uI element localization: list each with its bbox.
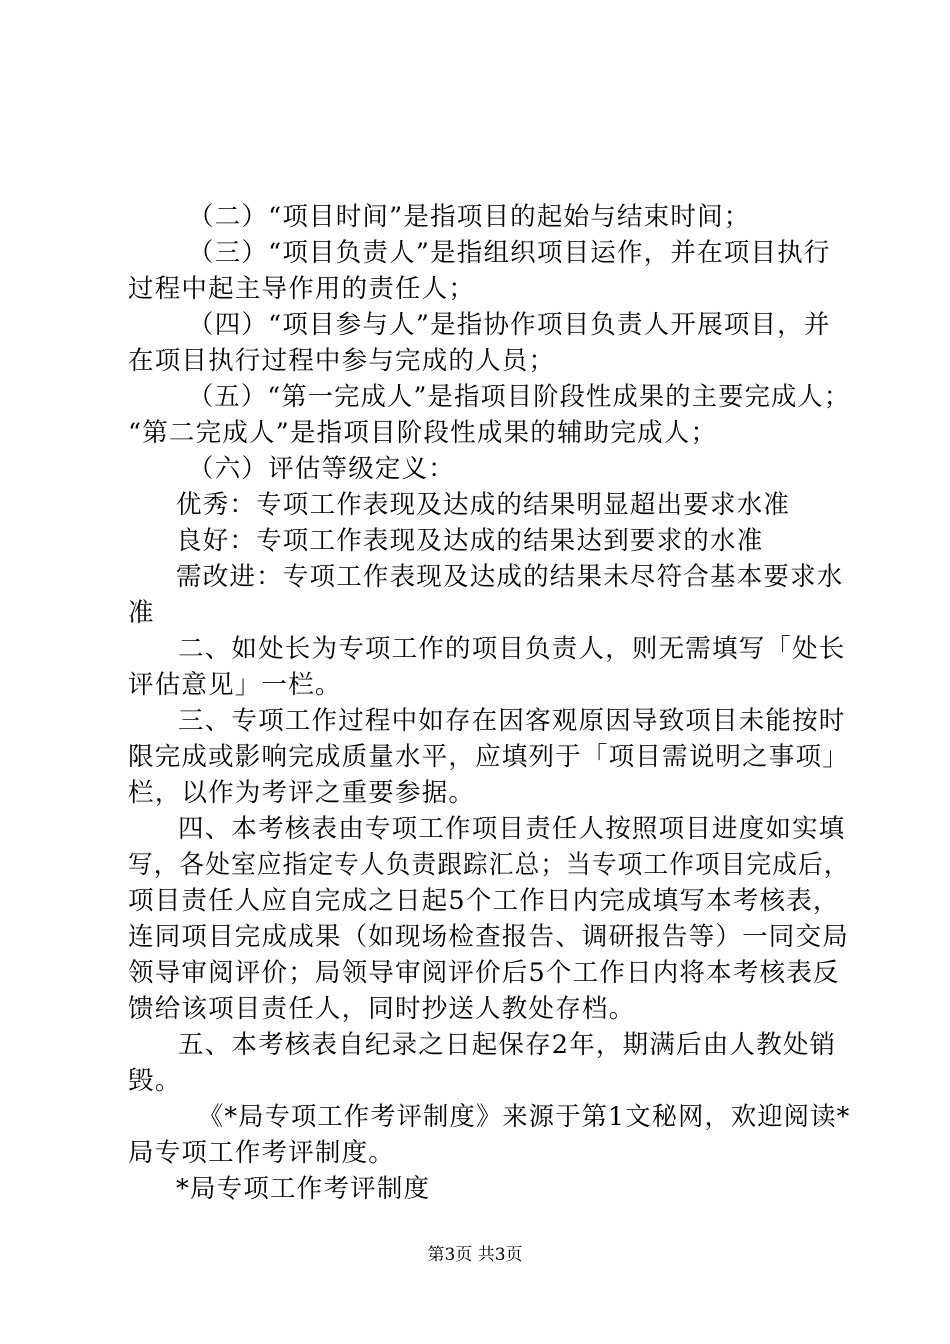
text-line: 评估意见」一栏。 bbox=[128, 670, 342, 700]
text-line: （六）评估等级定义： bbox=[188, 454, 456, 484]
text-line: 项目责任人应自完成之日起5个工作日内完成填写本考核表， bbox=[128, 886, 840, 916]
text-line: 过程中起主导作用的责任人； bbox=[128, 274, 476, 304]
text-line: 二、如处长为专项工作的项目负责人，则无需填写「处长 bbox=[178, 634, 846, 664]
text-line: 优秀：专项工作表现及达成的结果明显超出要求水准 bbox=[176, 490, 791, 520]
text-line: 五、本考核表自纪录之日起保存2年，期满后由人教处销 bbox=[178, 1030, 837, 1060]
text-line: 限完成或影响完成质量水平，应填列于「项目需说明之事项」 bbox=[128, 742, 849, 772]
text-line: （四）“项目参与人”是指协作项目负责人开展项目，并 bbox=[188, 310, 831, 340]
text-line: *局专项工作考评制度 bbox=[176, 1174, 431, 1204]
text-line: 毁。 bbox=[128, 1066, 182, 1096]
text-line: 局专项工作考评制度。 bbox=[128, 1138, 396, 1168]
text-line: 准 bbox=[128, 598, 155, 628]
text-line: 良好：专项工作表现及达成的结果达到要求的水准 bbox=[176, 526, 764, 556]
text-line: 栏，以作为考评之重要参据。 bbox=[128, 778, 476, 808]
text-line: 写，各处室应指定专人负责跟踪汇总；当专项工作项目完成后， bbox=[128, 850, 850, 880]
text-line: 馈给该项目责任人，同时抄送人教处存档。 bbox=[128, 994, 636, 1024]
text-line: 《*局专项工作考评制度》来源于第1文秘网，欢迎阅读* bbox=[198, 1102, 851, 1132]
text-line: 在项目执行过程中参与完成的人员； bbox=[128, 346, 556, 376]
text-line: （三）“项目负责人”是指组织项目运作，并在项目执行 bbox=[188, 238, 831, 268]
text-line: 连同项目完成成果（如现场检查报告、调研报告等）一同交局 bbox=[128, 922, 849, 952]
page-footer: 第3页 共3页 bbox=[427, 1245, 523, 1265]
text-line: “第二完成人”是指项目阶段性成果的辅助完成人； bbox=[128, 418, 718, 448]
text-line: 需改进：专项工作表现及达成的结果未尽符合基本要求水 bbox=[176, 562, 844, 592]
text-line: 四、本考核表由专项工作项目责任人按照项目进度如实填 bbox=[178, 814, 846, 844]
text-line: （二）“项目时间”是指项目的起始与结束时间； bbox=[188, 202, 751, 232]
text-line: 领导审阅评价；局领导审阅评价后5个工作日内将本考核表反 bbox=[128, 958, 840, 988]
text-line: 三、专项工作过程中如存在因客观原因导致项目未能按时 bbox=[178, 706, 846, 736]
text-line: （五）“第一完成人”是指项目阶段性成果的主要完成人； bbox=[188, 382, 851, 412]
